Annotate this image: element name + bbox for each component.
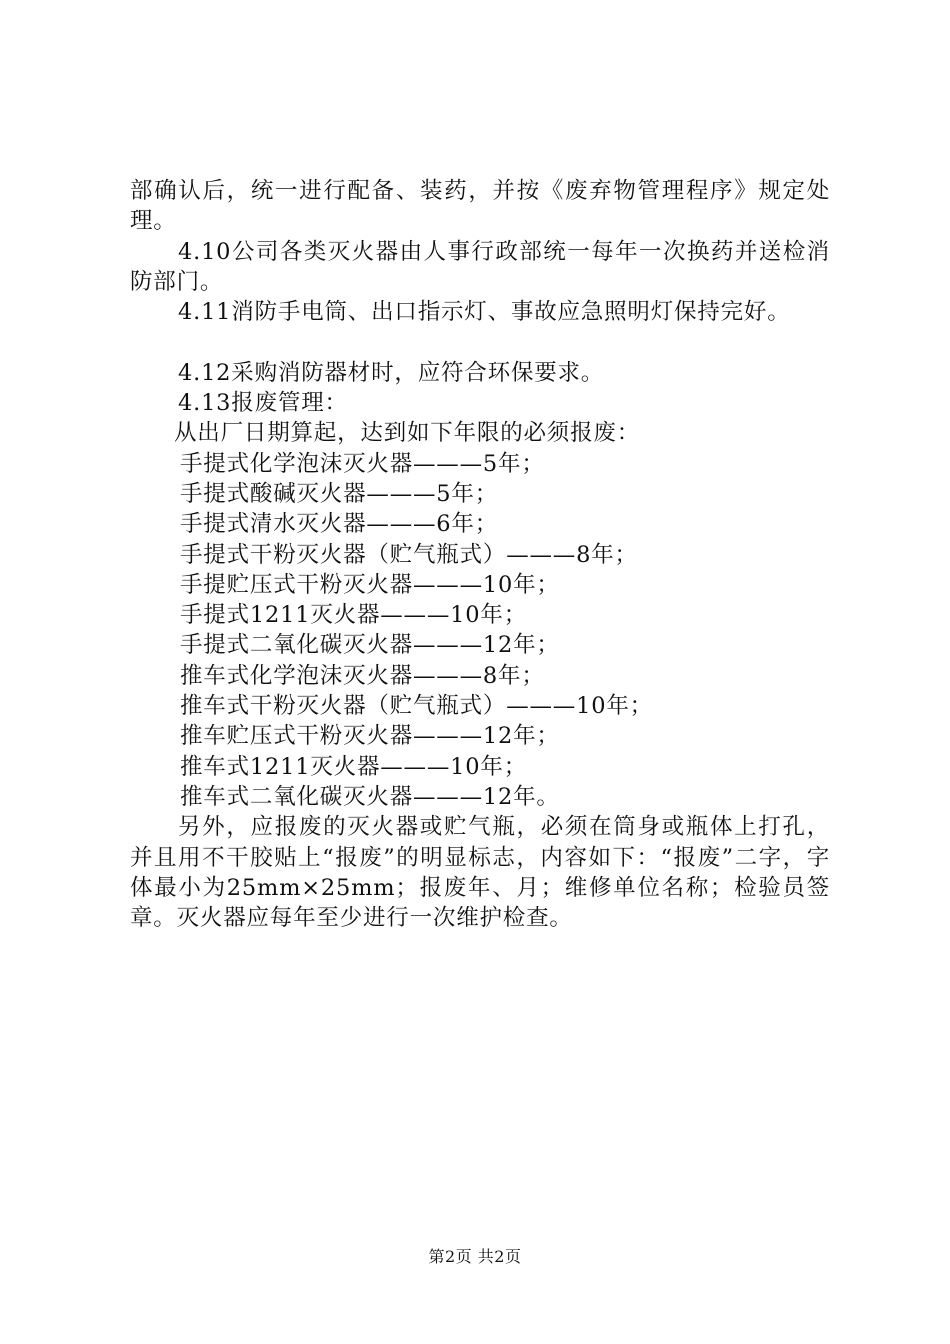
page-footer: 第2页 共2页 <box>428 1247 522 1266</box>
list-item: 手提贮压式干粉灭火器———10年； <box>180 571 560 598</box>
paragraph-4-11: 4.11消防手电筒、出口指示灯、事故应急照明灯保持完好。 <box>178 299 791 326</box>
list-item: 推车式干粉灭火器（贮气瓶式）———10年； <box>180 693 653 720</box>
list-item: 推车贮压式干粉灭火器———12年； <box>180 723 560 750</box>
list-item: 推车式1211灭火器———10年； <box>180 753 527 780</box>
list-item: 手提式酸碱灭火器———5年； <box>180 480 499 507</box>
list-item: 手提式清水灭火器———6年； <box>180 511 499 538</box>
paragraph-additional: 另外，应报废的灭火器或贮气瓶，必须在筒身或瓶体上打孔，并且用不干胶贴上“报废”的明显标志，内容如下：“报废”二字，字体最小为25mm×25mm；报废年、月；维修单位名称；检验员签章。灭火器应每年至少进行一次维护检查。 <box>130 814 830 932</box>
list-item: 手提式化学泡沫灭火器———5年； <box>180 450 545 477</box>
list-item: 推车式化学泡沫灭火器———8年； <box>180 662 545 689</box>
scrap-intro: 从出厂日期算起，达到如下年限的必须报废： <box>174 420 641 447</box>
paragraph-continued: 部确认后，统一进行配备、装药，并按《废弃物管理程序》规定处理。 <box>130 178 830 235</box>
paragraph-4-10: 4.10公司各类灭火器由人事行政部统一每年一次换药并送检消防部门。 <box>130 238 830 295</box>
list-item: 手提式干粉灭火器（贮气瓶式）———8年； <box>180 541 638 568</box>
blank-line <box>130 327 830 357</box>
list-item: 手提式1211灭火器———10年； <box>180 602 527 629</box>
paragraph-4-12: 4.12采购消防器材时，应符合环保要求。 <box>178 359 605 386</box>
list-item: 推车式二氧化碳灭火器———12年。 <box>180 783 560 810</box>
document-body <box>130 176 830 933</box>
paragraph-4-13: 4.13报废管理： <box>178 390 348 417</box>
scrap-list <box>130 449 830 813</box>
list-item: 手提式二氧化碳灭火器———12年； <box>180 632 560 659</box>
